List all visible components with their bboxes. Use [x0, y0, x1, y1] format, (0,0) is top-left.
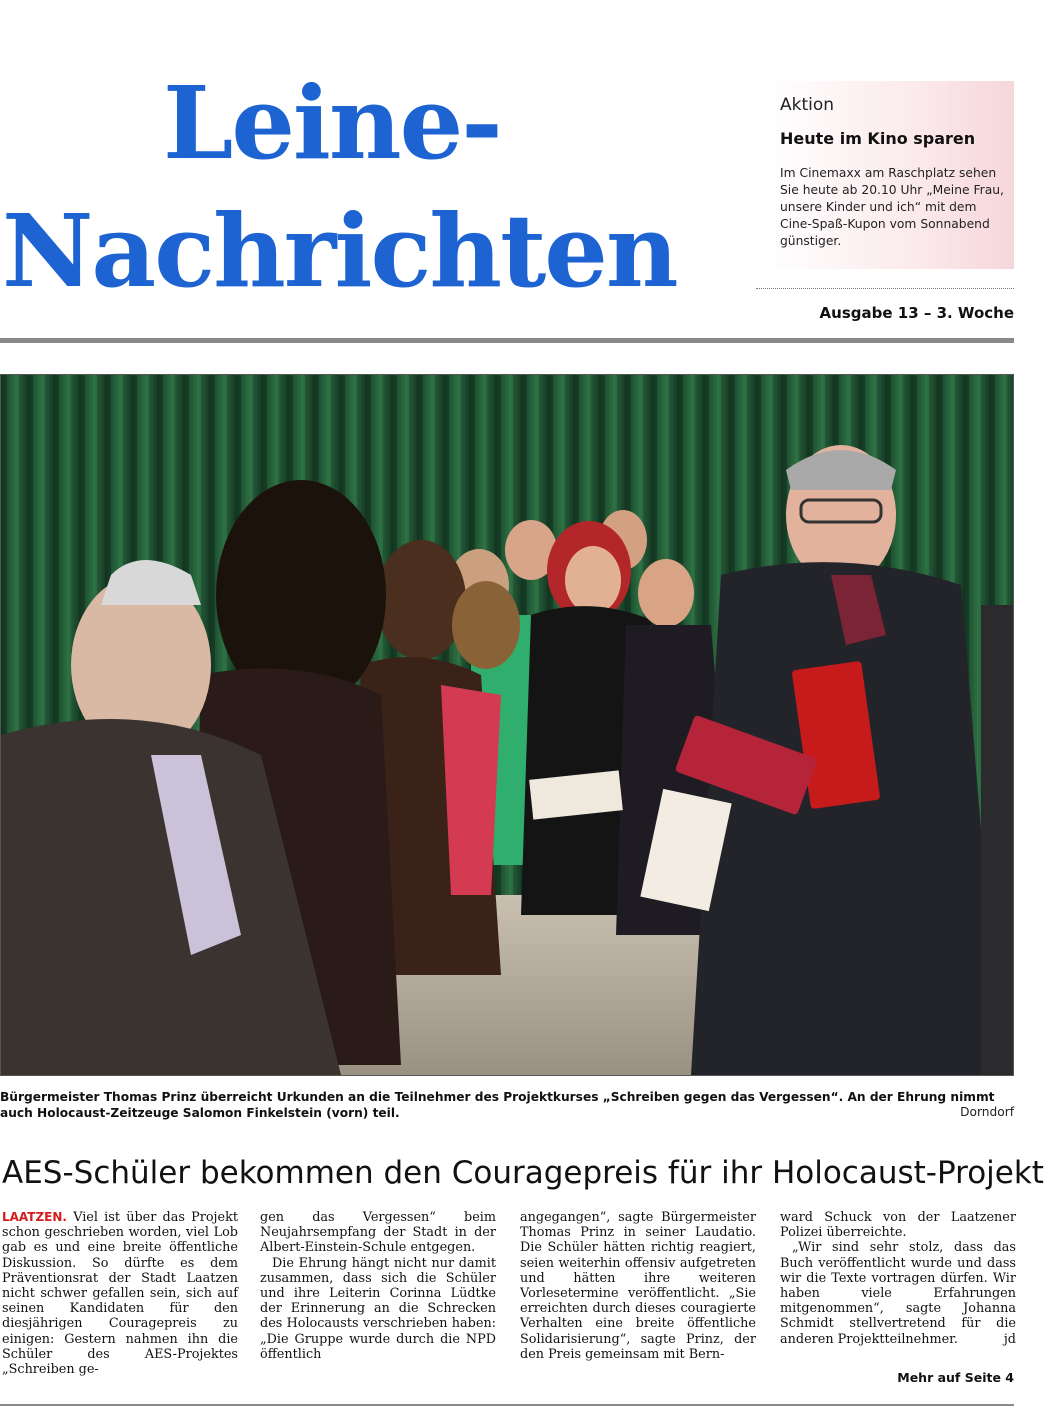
photo-caption: Bürgermeister Thomas Prinz überreicht Urkunden an die Teilnehmer des Projektkurses „Schreiben gegen das Vergessen“. An der Ehrung nimmt auch Holocaust-Zeitzeuge Salomon Finkelstein (vorn) teil.: [0, 1090, 995, 1120]
paragraph-2: gen das Vergessen“ beim Neujahrsempfang der Stadt in der Albert-Einstein-Schule entgegen.: [260, 1210, 496, 1256]
aktion-headline: Heute im Kino sparen: [780, 129, 976, 148]
paragraph-3: Die Ehrung hängt nicht nur damit zusammen, dass sich die Schüler und ihre Leiterin Corinna Lüdtke der Erinnerung an die Schrecken des Holocausts verschrieben haben: „Die Gruppe wurde durch die NPD öffentlich: [260, 1255, 496, 1362]
header-rule: [0, 338, 1014, 343]
footer-rule: [0, 1404, 1014, 1406]
article-body: [2, 1210, 1014, 1390]
photo-credit: Dorndorf: [960, 1105, 1014, 1119]
article-column-1: [2, 1210, 238, 1377]
paragraph-1: Viel ist über das Projekt schon geschrieben worden, viel Lob gab es und eine breite öffentliche Diskussion. So dürfte es dem Präventionsrat der Stadt Laatzen nicht schwer gefallen sein, sich auf seinen Kandidaten für den diesjährigen Couragepreis zu einigen: Gestern nahmen ihn die Schüler des AES-Projektes „Schreiben ge-: [2, 1210, 238, 1378]
paragraph-6: „Wir sind sehr stolz, dass das Buch veröffentlicht wurde und dass wir die Texte vortragen dürfen. Wir haben viele Erfahrungen mitgenommen“, sagte Johanna Schmidt stellvertretend für die anderen Projektteilnehmer.: [780, 1240, 1016, 1347]
article-column-4: [780, 1210, 1016, 1347]
more-on-page-link[interactable]: Mehr auf Seite 4: [897, 1370, 1014, 1385]
article-headline: AES-Schüler bekommen den Couragepreis für ihr Holocaust-Projekt: [2, 1155, 1044, 1191]
lead-photo: [0, 374, 1014, 1076]
article-column-3: [520, 1210, 756, 1362]
article-column-2: [260, 1210, 496, 1362]
author-signature: jd: [1003, 1331, 1016, 1347]
issue-label: Ausgabe 13 – 3. Woche: [819, 304, 1014, 322]
masthead-line-1: Leine-: [163, 64, 501, 182]
aktion-teaser-box: [764, 81, 1014, 269]
aktion-body: Im Cinemaxx am Raschplatz sehen Sie heute ab 20.10 Uhr „Meine Frau, unsere Kinder und ich“ mit dem Cine-Spaß-Kupon vom Sonnabend günstiger.: [780, 166, 1004, 248]
dotted-divider: [756, 288, 1014, 289]
paragraph-5: ward Schuck von der Laatzener Polizei überreichte.: [780, 1210, 1016, 1241]
aktion-kicker: Aktion: [780, 95, 835, 115]
lead-photo-illustration: [1, 375, 1013, 1075]
paragraph-4: angegangen“, sagte Bürgermeister Thomas Prinz in seiner Laudatio. Die Schüler hätten richtig reagiert, seien weiterhin offensiv aufgetreten und hätten ihre weiteren Vorlesetermine veröffentlicht. „Sie erreichten durch dieses couragierte Verhalten eine breite öffentliche Solidarisierung“, sagte Prinz, der den Preis gemeinsam mit Bern-: [520, 1210, 756, 1362]
dateline: LAATZEN.: [2, 1210, 67, 1224]
masthead-line-2: Nachrichten: [2, 192, 677, 310]
